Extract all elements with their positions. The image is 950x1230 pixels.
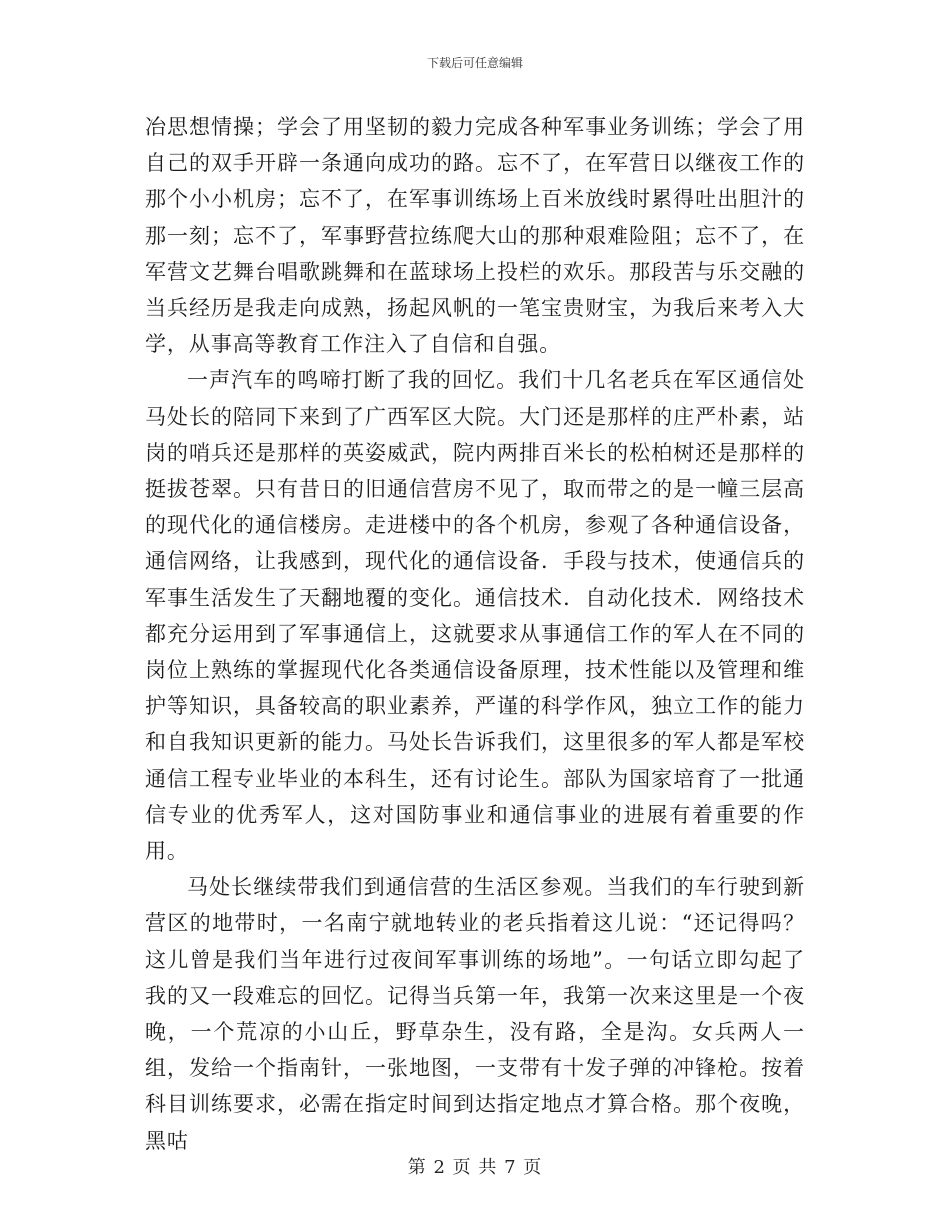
- paragraph-2: 一声汽车的鸣啼打断了我的回忆。我们十几名老兵在军区通信处马处长的陪同下来到了广西军区大院。大门还是那样的庄严朴素，站岗的哨兵还是那样的英姿威武，院内两排百米长的松柏树还是那样的挺拔苍翠。只有昔日的旧通信营房不见了，取而带之的是一幢三层高的现代化的通信楼房。走进楼中的各个机房，参观了各种通信设备，通信网络，让我感到，现代化的通信设备．手段与技术，使通信兵的军事生活发生了天翻地覆的变化。通信技术．自动化技术．网络技术都充分运用到了军事通信上，这就要求从事通信工作的军人在不同的岗位上熟练的掌握现代化各类通信设备原理，技术性能以及管理和维护等知识，具备较高的职业素养，严谨的科学作风，独立工作的能力和自我知识更新的能力。马处长告诉我们，这里很多的军人都是军校通信工程专业毕业的本科生，还有讨论生。部队为国家培育了一批通信专业的优秀军人，这对国防事业和通信事业的进展有着重要的作用。: [145, 368, 805, 864]
- body-text: [145, 109, 805, 1159]
- page-header: 下载后可任意编辑: [426, 56, 523, 70]
- page-footer: 第 2 页 共 7 页: [407, 1157, 543, 1178]
- paragraph-1: 冶思想情操；学会了用坚韧的毅力完成各种军事业务训练；学会了用自己的双手开辟一条通向成功的路。忘不了，在军营日以继夜工作的那个小小机房；忘不了，在军事训练场上百米放线时累得吐出胆汁的那一刻；忘不了，军事野营拉练爬大山的那种艰难险阻；忘不了，在军营文艺舞台唱歌跳舞和在蓝球场上投栏的欢乐。那段苦与乐交融的当兵经历是我走向成熟，扬起风帆的一笔宝贵财宝，为我后来考入大学，从事高等教育工作注入了自信和自强。: [145, 115, 805, 357]
- paragraph-3: 马处长继续带我们到通信营的生活区参观。当我们的车行驶到新营区的地带时，一名南宁就地转业的老兵指着这儿说：“还记得吗？这儿曾是我们当年进行过夜间军事训练的场地”。一句话立即勾起了我的又一段难忘的回忆。记得当兵第一年，我第一次来这里是一个夜晚，一个荒凉的小山丘，野草杂生，没有路，全是沟。女兵两人一组，发给一个指南针，一张地图，一支带有十发子弹的冲锋枪。按着科目训练要求，必需在指定时间到达指定地点才算合格。那个夜晚，黑咕: [145, 875, 805, 1153]
